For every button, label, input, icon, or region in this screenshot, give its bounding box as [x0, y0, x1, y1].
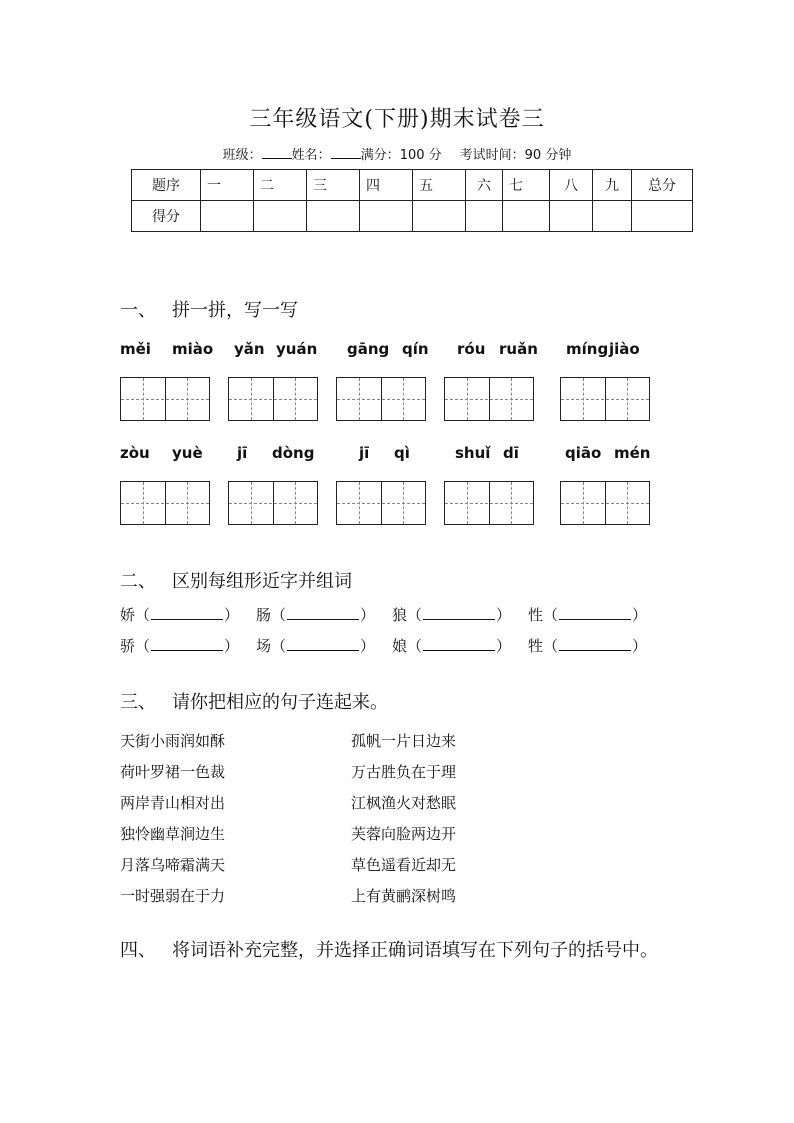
score-input-cell[interactable]: [632, 201, 693, 232]
score-cell: 一: [201, 170, 254, 201]
score-cell: 三: [307, 170, 360, 201]
pinyin-syllable: qiāo: [565, 444, 602, 462]
word-pair: 肠（ ）: [256, 606, 376, 624]
writing-grid[interactable]: [120, 481, 210, 525]
writing-grid[interactable]: [560, 377, 650, 421]
pinyin-syllable: yǎn: [234, 340, 265, 358]
match-left-item[interactable]: 独怜幽草涧边生: [120, 825, 226, 843]
score-cell: 二: [254, 170, 307, 201]
pinyin-syllable: qín: [402, 340, 429, 358]
section-4-heading: [120, 929, 680, 973]
score-cell: 五: [413, 170, 466, 201]
writing-grid[interactable]: [444, 481, 534, 525]
pinyin-syllable: dī: [503, 444, 519, 462]
char: 娇: [120, 606, 136, 624]
writing-grid[interactable]: [120, 377, 210, 421]
word-pair: 娘（ ）: [392, 637, 512, 655]
answer-blank[interactable]: [287, 605, 359, 620]
writing-grid[interactable]: [336, 481, 426, 525]
score-input-cell[interactable]: [550, 201, 593, 232]
match-right-item[interactable]: 孤帆一片日边来: [351, 732, 457, 750]
section-1-title: 拼一拼，写一写: [172, 300, 298, 321]
score-cell: 总分: [632, 170, 693, 201]
char: 性: [528, 606, 544, 624]
pinyin-syllable: shuǐ: [455, 444, 491, 462]
score-input-cell[interactable]: [360, 201, 413, 232]
pinyin-syllable: měi: [120, 340, 151, 358]
pinyin-syllable: dòng: [272, 444, 315, 462]
pinyin-syllable: jī: [359, 444, 370, 462]
pinyin-syllable: yuán: [276, 340, 318, 358]
writing-grid[interactable]: [336, 377, 426, 421]
score-cell: 六: [466, 170, 503, 201]
answer-blank[interactable]: [151, 605, 223, 620]
score-cell: 九: [593, 170, 632, 201]
pinyin-syllable: míng: [566, 340, 609, 358]
name-blank[interactable]: [331, 146, 361, 159]
char: 狼: [392, 606, 408, 624]
writing-grid[interactable]: [228, 377, 318, 421]
writing-grid[interactable]: [228, 481, 318, 525]
score-row-label: 得分: [132, 201, 201, 232]
writing-grid[interactable]: [560, 481, 650, 525]
word-pair: 娇（ ）: [120, 606, 240, 624]
full-score: 满分：100 分: [360, 148, 442, 163]
word-pair: 场（ ）: [256, 637, 376, 655]
section-1-heading: [120, 296, 298, 322]
score-cell: 八: [550, 170, 593, 201]
word-pair: 狼（ ）: [392, 606, 512, 624]
answer-blank[interactable]: [559, 605, 631, 620]
score-cell: 七: [503, 170, 550, 201]
match-right-item[interactable]: 江枫渔火对愁眠: [351, 794, 457, 812]
score-input-cell[interactable]: [466, 201, 503, 232]
word-pair: 性（ ）: [528, 606, 648, 624]
word-pair: 牲（ ）: [528, 637, 648, 655]
pinyin-syllable: jiào: [609, 340, 640, 358]
pinyin-syllable: jī: [237, 444, 248, 462]
section-1-number: 一、: [120, 300, 156, 321]
score-input-cell[interactable]: [201, 201, 254, 232]
answer-blank[interactable]: [287, 636, 359, 651]
answer-blank[interactable]: [559, 636, 631, 651]
score-input-cell[interactable]: [413, 201, 466, 232]
pinyin-syllable: qì: [394, 444, 410, 462]
pinyin-syllable: mén: [614, 444, 651, 462]
writing-grid[interactable]: [444, 377, 534, 421]
match-left-item[interactable]: 月落乌啼霜满天: [120, 856, 226, 874]
answer-blank[interactable]: [423, 636, 495, 651]
score-table: [131, 169, 693, 232]
answer-blank[interactable]: [423, 605, 495, 620]
section-3-number: 三、: [120, 692, 156, 713]
match-left-item[interactable]: 两岸青山相对出: [120, 794, 226, 812]
match-left-item[interactable]: 一时强弱在于力: [120, 887, 226, 905]
exam-title: 三年级语文(下册)期末试卷三: [249, 107, 545, 132]
pinyin-syllable: róu: [457, 340, 486, 358]
score-cell: 题序: [132, 170, 201, 201]
char: 场: [256, 637, 272, 655]
match-right-item[interactable]: 芙蓉向脸两边开: [351, 825, 457, 843]
word-pair: 骄（ ）: [120, 637, 240, 655]
char: 牲: [528, 637, 544, 655]
char: 娘: [392, 637, 408, 655]
char: 肠: [256, 606, 272, 624]
exam-time: 考试时间：90 分钟: [459, 148, 572, 163]
match-left-item[interactable]: 天街小雨润如酥: [120, 732, 226, 750]
match-right-item[interactable]: 万古胜负在于理: [351, 763, 457, 781]
pinyin-syllable: zòu: [120, 444, 150, 462]
pinyin-syllable: ruǎn: [499, 340, 538, 358]
char: 骄: [120, 637, 136, 655]
name-label: 姓名：: [291, 148, 331, 163]
score-table-header-row: [132, 170, 693, 201]
section-2-number: 二、: [120, 571, 156, 592]
match-left-item[interactable]: 荷叶罗裙一色裁: [120, 763, 226, 781]
match-right-item[interactable]: 草色遥看近却无: [351, 856, 457, 874]
pinyin-syllable: gāng: [347, 340, 390, 358]
score-input-cell[interactable]: [503, 201, 550, 232]
section-2-title: 区别每组形近字并组词: [172, 571, 352, 592]
score-input-cell[interactable]: [593, 201, 632, 232]
section-4-number: 四、: [120, 940, 156, 961]
score-input-cell[interactable]: [307, 201, 360, 232]
class-blank[interactable]: [262, 146, 292, 159]
section-2-heading: [120, 567, 352, 593]
pinyin-syllable: yuè: [172, 444, 203, 462]
section-3-title: 请你把相应的句子连起来。: [172, 692, 388, 713]
answer-blank[interactable]: [151, 636, 223, 651]
section-3-heading: [120, 688, 388, 714]
class-label: 班级：: [222, 148, 262, 163]
exam-info-line: [0, 144, 794, 163]
score-input-cell[interactable]: [254, 201, 307, 232]
match-right-item[interactable]: 上有黄鹂深树鸣: [351, 887, 457, 905]
score-cell: 四: [360, 170, 413, 201]
score-table-score-row: [132, 201, 693, 232]
pinyin-syllable: miào: [172, 340, 214, 358]
section-4-text: 将词语补充完整，并选择正确词语填写在下列句子的括号中。: [172, 940, 658, 961]
